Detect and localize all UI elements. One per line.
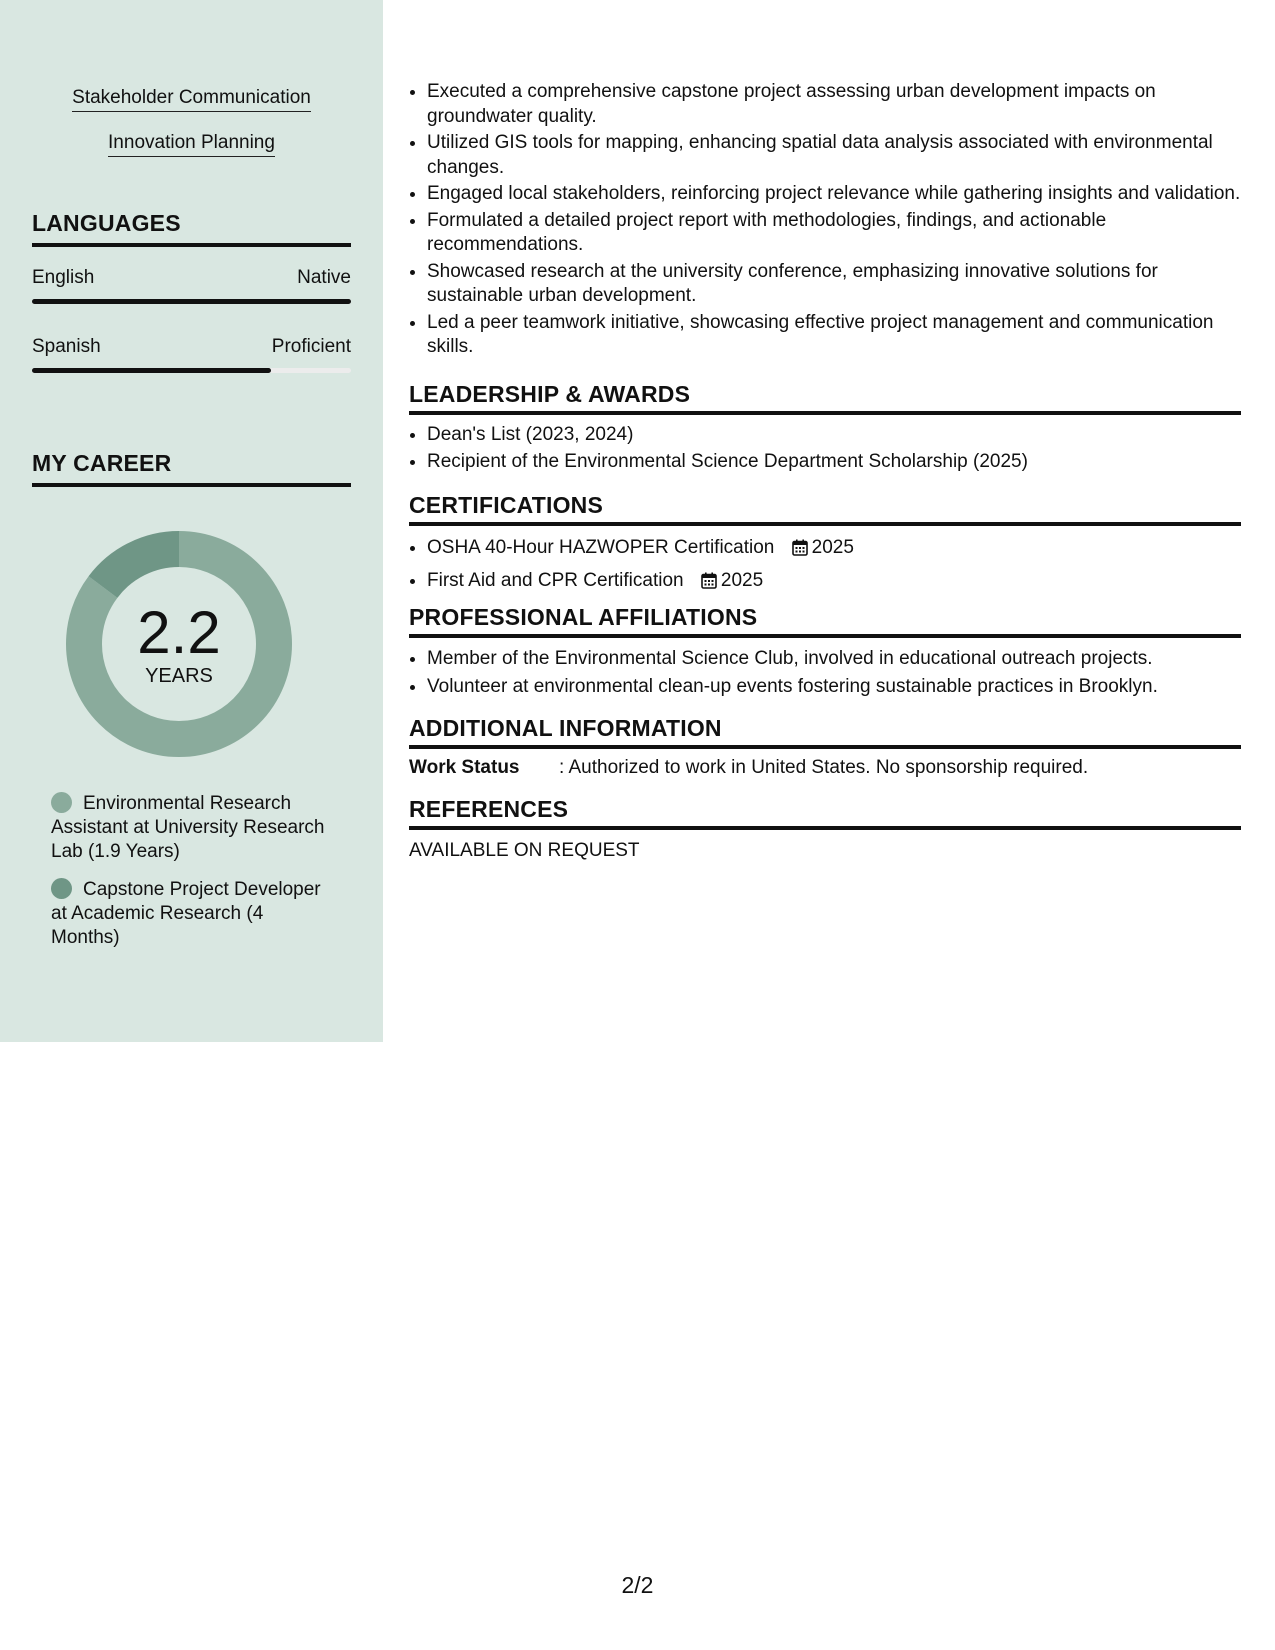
work-status-label: Work Status (409, 757, 520, 778)
leadership-list (409, 423, 1241, 474)
list-item: • Utilized GIS tools for mapping, enhancing spatial data analysis associated with environmental changes. (427, 131, 1241, 180)
calendar-icon (792, 537, 808, 565)
project-bullet-list (409, 80, 1241, 360)
certification-name: OSHA 40-Hour HAZWOPER Certification (427, 537, 775, 558)
certifications-list (409, 534, 1241, 598)
project-section (409, 80, 1241, 362)
affiliations-list (409, 646, 1241, 700)
career-total-unit: YEARS (145, 665, 213, 687)
sidebar (0, 0, 383, 1042)
calendar-icon (701, 570, 717, 598)
language-bar-english (32, 299, 351, 304)
language-bar-fill (32, 299, 351, 304)
career-item-research-assistant (51, 792, 331, 864)
career-item-label: Capstone Project Developer at Academic Research (4 Months) (51, 879, 321, 948)
career-item-label: Environmental Research Assistant at University Research Lab (1.9 Years) (51, 793, 325, 862)
certification-name: First Aid and CPR Certification (427, 570, 684, 591)
language-level: Native (297, 267, 351, 288)
leadership-heading: LEADERSHIP & AWARDS (409, 381, 1241, 415)
list-item: • Formulated a detailed project report with methodologies, findings, and actionable recommendations. (427, 209, 1241, 258)
skill-label: Stakeholder Communication (72, 87, 311, 112)
languages-heading: LANGUAGES (32, 210, 351, 247)
list-item: • Executed a comprehensive capstone project assessing urban development impacts on groundwater quality. (427, 80, 1241, 129)
page-number: 2/2 (621, 1572, 654, 1598)
language-name: Spanish (32, 336, 101, 357)
career-heading: MY CAREER (32, 450, 351, 487)
certification-year: 2025 (720, 570, 764, 591)
language-name: English (32, 267, 95, 288)
affiliations-section (409, 604, 1241, 702)
work-status-row (409, 757, 1241, 779)
additional-info-heading: ADDITIONAL INFORMATION (409, 715, 1241, 749)
skill-item-innovation-planning (0, 132, 383, 157)
list-item: • Engaged local stakeholders, reinforcing project relevance while gathering insights and validation. (427, 182, 1241, 207)
career-item-capstone-developer (51, 878, 331, 950)
list-item: • Recipient of the Environmental Science Department Scholarship (2025) (427, 450, 1241, 475)
career-total-years: 2.2 (137, 599, 221, 666)
list-item (427, 534, 1241, 565)
language-row-spanish (32, 336, 351, 358)
certifications-section (409, 492, 1241, 600)
affiliations-heading: PROFESSIONAL AFFILIATIONS (409, 604, 1241, 638)
references-section (409, 796, 1241, 862)
leadership-section (409, 381, 1241, 476)
list-item: • Dean's List (2023, 2024) (427, 423, 1241, 448)
language-bar-spanish (32, 368, 351, 373)
list-item: • Led a peer teamwork initiative, showcasing effective project management and communication skills. (427, 311, 1241, 360)
references-text: AVAILABLE ON REQUEST (409, 840, 640, 861)
language-bar-fill (32, 368, 271, 373)
language-level: Proficient (271, 336, 351, 357)
legend-dot (51, 792, 72, 813)
career-donut-chart (66, 531, 292, 757)
additional-info-section (409, 715, 1241, 779)
skill-label: Innovation Planning (108, 132, 275, 157)
list-item: • Showcased research at the university conference, emphasizing innovative solutions for sustainable urban development. (427, 260, 1241, 309)
list-item: • Volunteer at environmental clean-up events fostering sustainable practices in Brooklyn. (427, 674, 1241, 700)
list-item: • Member of the Environmental Science Club, involved in educational outreach projects. (427, 646, 1241, 672)
certification-year: 2025 (811, 537, 854, 558)
legend-dot (51, 878, 72, 899)
skill-item-stakeholder-communication (0, 87, 383, 112)
references-heading: REFERENCES (409, 796, 1241, 830)
certifications-heading: CERTIFICATIONS (409, 492, 1241, 526)
language-row-english (32, 267, 351, 289)
work-status-value: : Authorized to work in United States. No sponsorship required. (559, 757, 1089, 778)
list-item (427, 567, 1241, 598)
